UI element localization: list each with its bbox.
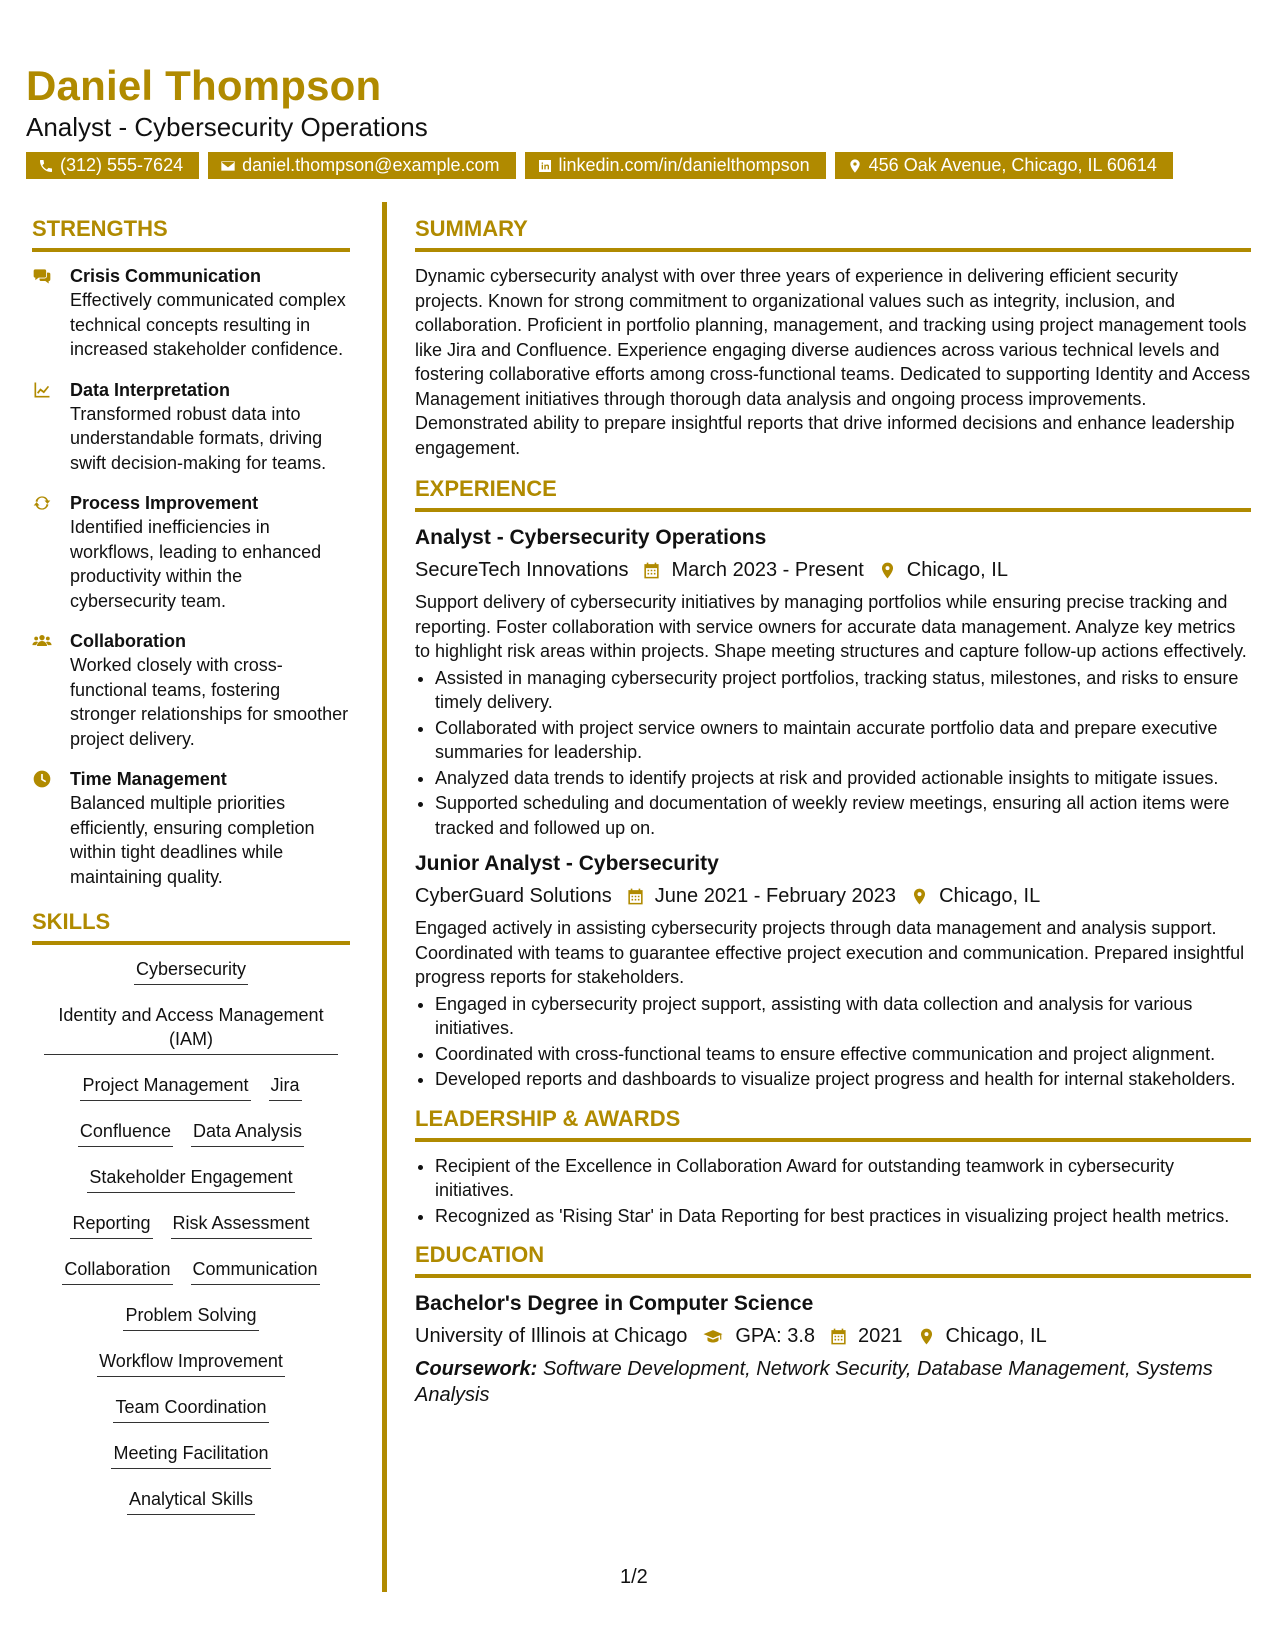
job-company: SecureTech Innovations [415,559,629,581]
skill-tag: Workflow Improvement [97,1349,285,1377]
awards-heading: LEADERSHIP & AWARDS [415,1106,1251,1142]
skill-tag: Confluence [78,1119,173,1147]
award-item: • Recognized as 'Rising Star' in Data Reporting for best practices in visualizing project health metrics. [435,1204,1251,1229]
job-location: Chicago, IL [939,885,1041,907]
skill-tag: Jira [269,1073,302,1101]
school-location: Chicago, IL [945,1325,1047,1347]
email-chip[interactable] [208,152,515,179]
skill-tag: Communication [191,1257,320,1285]
skill-tag: Reporting [70,1211,152,1239]
strength-text: Effectively communicated complex technical concepts resulting in increased stakeholder confidence. [70,290,346,359]
job-dates: June 2021 - February 2023 [654,885,897,907]
map-marker-icon [878,561,897,580]
column-divider [382,202,387,1592]
page-number: 1/2 [620,1566,648,1588]
contact-bar [26,152,1173,179]
skills-heading: SKILLS [32,909,350,945]
job-title: Analyst - Cybersecurity Operations [415,526,767,549]
map-marker-icon [917,1327,936,1346]
experience-heading: EXPERIENCE [415,476,1251,512]
skills-list [32,957,350,1515]
strength-item [32,491,350,613]
map-marker-icon [910,887,929,906]
skill-tag: Problem Solving [123,1303,258,1331]
skill-tag: Collaboration [62,1257,172,1285]
strengths-heading: STRENGTHS [32,216,350,252]
phone-text: (312) 555-7624 [60,155,184,175]
map-marker-icon [847,158,863,174]
school-name: University of Illinois at Chicago [415,1325,688,1347]
job-title: Junior Analyst - Cybersecurity [415,852,719,875]
bullet-item: • Collaborated with project service owners to maintain accurate portfolio data and prepare executive summaries for leadership. [435,716,1251,765]
job-company: CyberGuard Solutions [415,885,612,907]
job-location: Chicago, IL [906,559,1008,581]
chart-line-icon [32,380,52,400]
linkedin-text: linkedin.com/in/danielthompson [558,155,810,175]
calendar-icon [626,887,645,906]
strength-text: Balanced multiple priorities efficiently, ensuring completion within tight deadlines while maintaining quality. [70,793,315,887]
skill-tag: Project Management [80,1073,250,1101]
job-bullets [415,666,1251,841]
skill-tag: Analytical Skills [127,1487,255,1515]
skill-tag: Data Analysis [191,1119,304,1147]
strength-title: Collaboration [70,631,186,651]
awards-list [415,1154,1251,1229]
candidate-name: Daniel Thompson [26,62,382,109]
coursework-list: Software Development, Network Security, Database Management, Systems Analysis [415,1358,1213,1406]
envelope-icon [220,158,236,174]
education-heading: EDUCATION [415,1242,1251,1278]
job-bullets [415,992,1251,1092]
strength-title: Time Management [70,769,227,789]
strength-text: Identified inefficiencies in workflows, leading to enhanced productivity within the cybersecurity team. [70,517,322,611]
address-chip[interactable] [835,152,1173,179]
left-column [32,216,350,1533]
degree-title: Bachelor's Degree in Computer Science [415,1292,814,1315]
skill-tag: Risk Assessment [171,1211,312,1239]
linkedin-chip[interactable] [525,152,826,179]
address-text: 456 Oak Avenue, Chicago, IL 60614 [868,155,1157,175]
job-dates: March 2023 - Present [671,559,864,581]
job-description: Support delivery of cybersecurity initiatives by managing portfolios while ensuring precise tracking and reporting. Foster collaboration with service owners for accurate data management. Analyze key metrics to highlight risk areas within projects. Shape meeting structures and capture follow-up actions effectively. [415,592,1247,661]
skill-tag: Cybersecurity [134,957,248,985]
right-column [415,216,1251,1408]
comments-icon [32,266,52,286]
job-entry [415,850,1251,1092]
linkedin-icon [537,158,553,174]
bullet-item: • Coordinated with cross-functional teams to ensure effective communication and project alignment. [435,1042,1251,1067]
calendar-icon [829,1327,848,1346]
skill-tag: Identity and Access Management (IAM) [44,1003,338,1055]
phone-chip[interactable] [26,152,199,179]
users-icon [32,631,52,651]
strength-title: Crisis Communication [70,266,262,286]
skill-tag: Team Coordination [113,1395,268,1423]
strength-item [32,629,350,751]
bullet-item: • Analyzed data trends to identify projects at risk and provided actionable insights to mitigate issues. [435,766,1251,791]
coursework [415,1356,1251,1408]
graduation-year: 2021 [858,1325,903,1347]
bullet-item: • Developed reports and dashboards to visualize project progress and health for internal stakeholders. [435,1067,1251,1092]
strength-title: Process Improvement [70,493,259,513]
job-meta [415,556,1251,584]
summary-text: Dynamic cybersecurity analyst with over three years of experience in delivering efficient security projects. Known for strong commitment to organizational values such as integrity, inclusion, and collaboration. Proficient in portfolio planning, management, and tracking using project management tools like Jira and Confluence. Experience engaging diverse audiences across various technical levels and fostering collaborative efforts among cross-functional teams. Dedicated to supporting Identity and Access Management initiatives through thorough data analysis and ongoing process improvements. Demonstrated ability to prepare insightful reports that drive informed decisions and enhance leadership engagement. [415,266,1251,458]
strength-text: Transformed robust data into understandable formats, driving swift decision-making for teams. [70,403,327,473]
bullet-item: • Assisted in managing cybersecurity project portfolios, tracking status, milestones, and risks to ensure timely delivery. [435,666,1251,715]
summary-heading: SUMMARY [415,216,1251,252]
job-meta [415,882,1251,910]
phone-icon [38,158,54,174]
skill-tag: Stakeholder Engagement [87,1165,294,1193]
job-entry [415,524,1251,840]
email-text: daniel.thompson@example.com [242,155,500,175]
gpa: GPA: 3.8 [735,1325,816,1347]
strength-title: Data Interpretation [70,379,231,400]
sync-icon [32,493,52,513]
strength-item [32,264,350,362]
graduation-cap-icon [701,1327,725,1346]
job-description: Engaged actively in assisting cybersecurity projects through data management and analysis support. Coordinated with teams to guarantee effective project execution and communication. Prepared insightful progress reports for stakeholders. [415,918,1245,987]
strength-item [32,378,350,476]
clock-icon [32,769,52,789]
strength-text: Worked closely with cross-functional teams, fostering stronger relationships for smoother project delivery. [70,655,349,749]
skill-tag: Meeting Facilitation [111,1441,270,1469]
strength-item [32,767,350,889]
bullet-item: • Engaged in cybersecurity project support, assisting with data collection and analysis for various initiatives. [435,992,1251,1041]
coursework-label: Coursework: [415,1358,538,1380]
calendar-icon [642,561,661,580]
candidate-title: Analyst - Cybersecurity Operations [26,112,428,142]
award-item: • Recipient of the Excellence in Collaboration Award for outstanding teamwork in cybersecurity initiatives. [435,1154,1251,1203]
education-meta [415,1322,1251,1350]
bullet-item: • Supported scheduling and documentation of weekly review meetings, ensuring all action items were tracked and followed up on. [435,791,1251,840]
